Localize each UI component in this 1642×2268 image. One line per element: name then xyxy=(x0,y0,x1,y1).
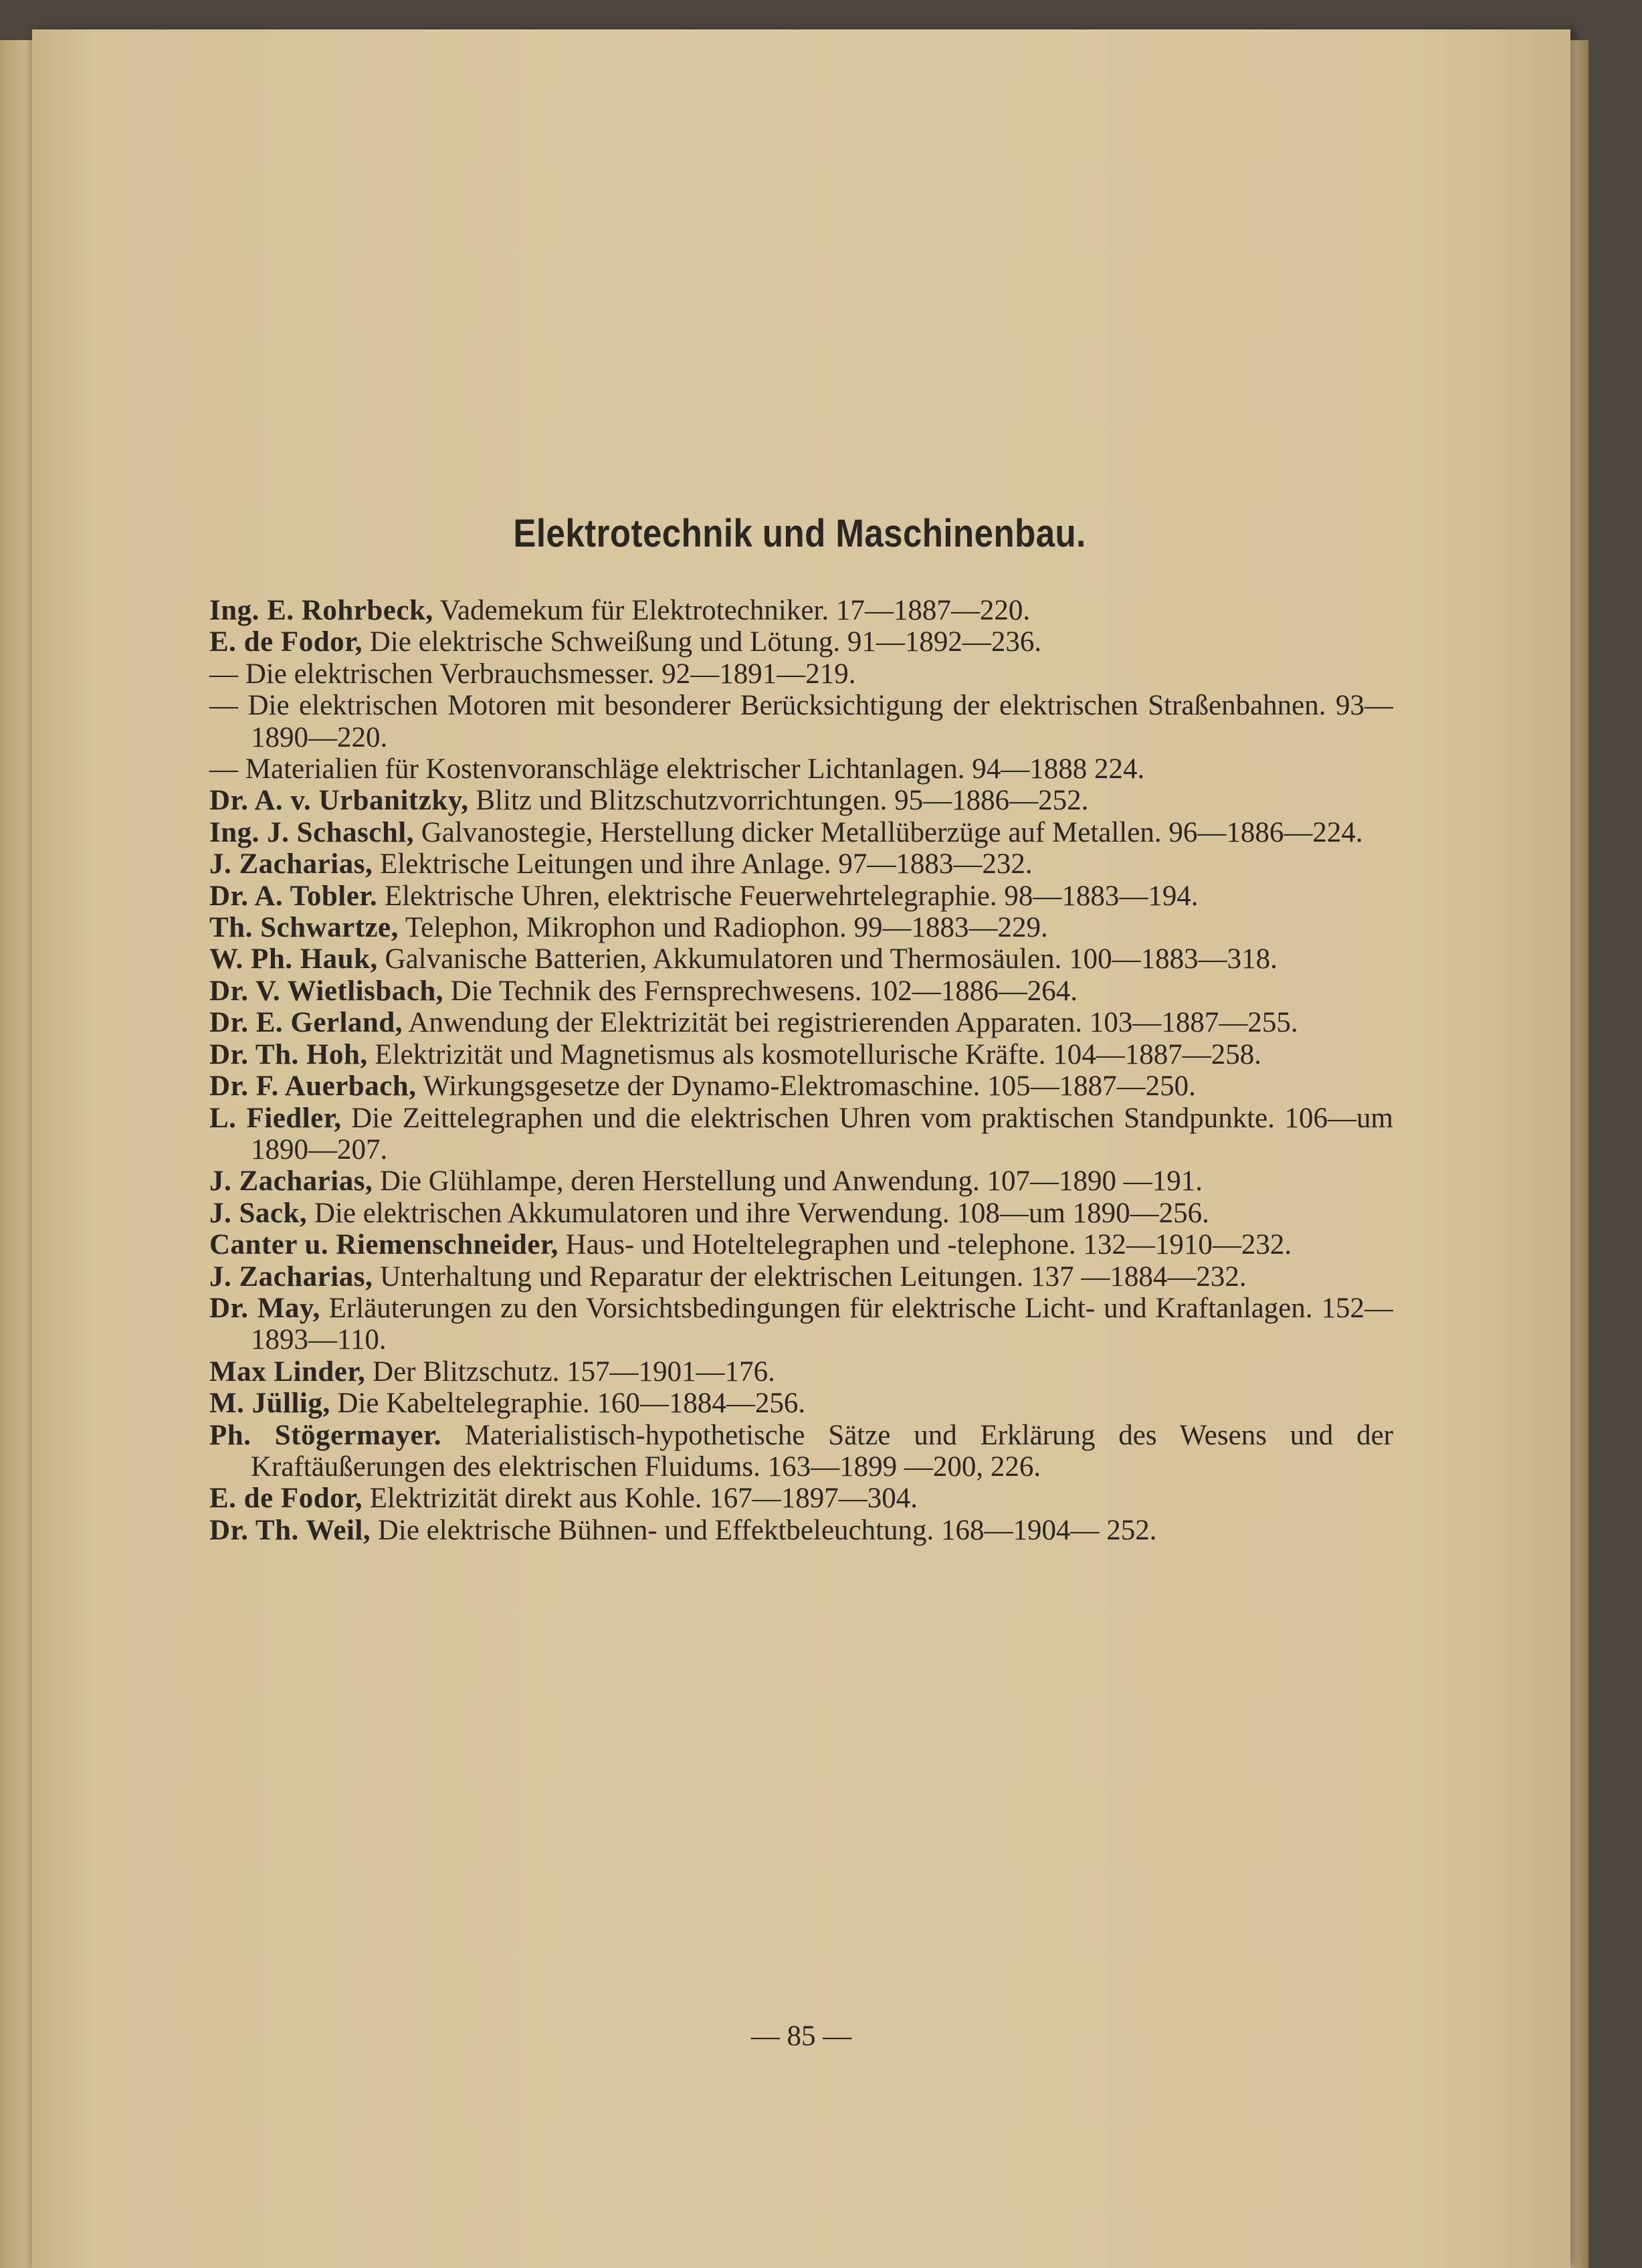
entry-title: Elektrizität direkt aus Kohle. 167—1897—304. xyxy=(369,1483,918,1515)
entry-title: Vademekum für Elektrotechniker. 17—1887—220. xyxy=(439,595,1031,626)
bibliography-list xyxy=(209,595,1393,1546)
entry-title: Die elektrische Schweißung und Lötung. 91—1892—236. xyxy=(369,626,1042,658)
bibliography-entry xyxy=(209,1198,1393,1229)
entry-title: Die Glühlampe, deren Herstellung und Anwendung. 107—1890 —191. xyxy=(379,1165,1203,1198)
entry-title: Unterhaltung und Reparatur der elektrischen Leitungen. 137 —1884—232. xyxy=(379,1260,1247,1293)
entry-title: Anwendung der Elektrizität bei registrierenden Apparaten. 103—1887—255. xyxy=(408,1007,1298,1039)
bibliography-entry xyxy=(209,912,1393,943)
bibliography-entry xyxy=(209,626,1393,658)
entry-author: J. Zacharias, xyxy=(209,1260,373,1293)
entry-author: Dr. A. Tobler. xyxy=(209,880,378,912)
bibliography-entry xyxy=(209,1261,1393,1293)
entry-title: — Die elektrischen Motoren mit besonderer Berücksichtigung der elektrischen Straßenbahnen. 93—1890—220. xyxy=(209,690,1393,753)
entry-author: E. de Fodor, xyxy=(209,626,363,658)
entry-author: J. Sack, xyxy=(209,1197,308,1229)
entry-title: Blitz und Blitzschutzvorrichtungen. 95—1886—252. xyxy=(476,785,1089,817)
entry-title: — Materialien für Kostenvoranschläge elektrischer Lichtanlagen. 94—1888 224. xyxy=(209,753,1145,785)
entry-author: J. Zacharias, xyxy=(209,1165,373,1198)
entry-author: Dr. E. Gerland, xyxy=(209,1007,403,1039)
bibliography-entry xyxy=(209,785,1393,816)
entry-title: — Die elektrischen Verbrauchsmesser. 92—1891—219. xyxy=(209,658,856,690)
entry-title: Elektrische Uhren, elektrische Feuerwehrtelegraphie. 98—1883—194. xyxy=(384,880,1199,912)
entry-author: Dr. Th. Hoh, xyxy=(209,1038,368,1070)
entry-title: Elektrische Leitungen und ihre Anlage. 97—1883—232. xyxy=(379,848,1033,880)
bibliography-entry xyxy=(209,658,1393,690)
entry-title: Die elektrischen Akkumulatoren und ihre Verwendung. 108—um 1890—256. xyxy=(314,1197,1209,1229)
bibliography-entry xyxy=(209,817,1393,848)
entry-author: E. de Fodor, xyxy=(209,1483,363,1515)
entry-author: Th. Schwartze, xyxy=(209,912,399,944)
entry-author: Ing. J. Schaschl, xyxy=(209,816,414,848)
entry-author: M. Jüllig, xyxy=(209,1388,330,1420)
bibliography-entry xyxy=(209,690,1393,753)
bibliography-entry xyxy=(209,1039,1393,1070)
bibliography-entry xyxy=(209,1483,1393,1514)
entry-author: Max Linder, xyxy=(209,1355,366,1388)
bibliography-entry xyxy=(209,848,1393,880)
entry-title: Die Zeittelegraphen und die elektrischen Uhren vom praktischen Standpunkte. 106—um 1890—207. xyxy=(251,1102,1393,1165)
bibliography-entry xyxy=(209,1103,1393,1166)
bibliography-entry xyxy=(209,1388,1393,1419)
entry-author: Dr. A. v. Urbanitzky, xyxy=(209,785,469,817)
entry-title: Galvanische Batterien, Akkumulatoren und Thermosäulen. 100—1883—318. xyxy=(385,943,1277,975)
book-page xyxy=(32,29,1570,2268)
entry-author: Dr. F. Auerbach, xyxy=(209,1070,417,1103)
entry-title: Elektrizität und Magnetismus als kosmotellurische Kräfte. 104—1887—258. xyxy=(375,1038,1261,1070)
bibliography-entry xyxy=(209,1165,1393,1197)
bibliography-entry xyxy=(209,943,1393,975)
entry-title: Die Technik des Fernsprechwesens. 102—1886—264. xyxy=(450,975,1078,1007)
bibliography-entry xyxy=(209,880,1393,912)
page-number: — 85 — xyxy=(750,2020,852,2052)
entry-author: W. Ph. Hauk, xyxy=(209,943,378,975)
bibliography-entry xyxy=(209,1229,1393,1260)
bibliography-entry xyxy=(209,1420,1393,1483)
bibliography-entry xyxy=(209,1293,1393,1356)
bibliography-entry xyxy=(209,1356,1393,1388)
entry-title: Der Blitzschutz. 157—1901—176. xyxy=(373,1355,775,1388)
entry-title: Haus- und Hoteltelegraphen und -telephone. 132—1910—232. xyxy=(565,1229,1292,1261)
entry-title: Telephon, Mikrophon und Radiophon. 99—1883—229. xyxy=(405,912,1048,944)
entry-author: Ing. E. Rohrbeck, xyxy=(209,595,433,626)
entry-author: Dr. Th. Weil, xyxy=(209,1514,371,1546)
entry-author: L. Fiedler, xyxy=(209,1102,342,1134)
entry-title: Galvanostegie, Herstellung dicker Metallüberzüge auf Metallen. 96—1886—224. xyxy=(421,816,1363,848)
bibliography-entry xyxy=(209,1007,1393,1038)
bibliography-entry xyxy=(209,1070,1393,1102)
bibliography-entry xyxy=(209,595,1393,626)
entry-author: J. Zacharias, xyxy=(209,848,373,880)
bibliography-entry xyxy=(209,753,1393,785)
entry-author: Dr. V. Wietlisbach, xyxy=(209,975,444,1007)
entry-author: Ph. Stögermayer. xyxy=(209,1419,441,1451)
bibliography-entry xyxy=(209,975,1393,1007)
bibliography-entry xyxy=(209,1515,1393,1546)
entry-title: Materialistisch-hypothetische Sätze und Erklärung des Wesens und der Kraftäußerungen des elektrischen Fluidums. 163—1899 —200, 226. xyxy=(251,1419,1393,1483)
entry-title: Die Kabeltelegraphie. 160—1884—256. xyxy=(337,1388,806,1420)
entry-title: Wirkungsgesetze der Dynamo-Elektromaschine. 105—1887—250. xyxy=(423,1070,1196,1103)
entry-title: Die elektrische Bühnen- und Effektbeleuchtung. 168—1904— 252. xyxy=(377,1514,1157,1546)
entry-title: Erläuterungen zu den Vorsichtsbedingungen für elektrische Licht- und Kraftanlagen. 152—1893—110. xyxy=(251,1292,1393,1356)
section-heading: Elektrotechnik und Maschinenbau. xyxy=(513,512,1086,555)
entry-author: Dr. May, xyxy=(209,1292,320,1324)
entry-author: Canter u. Riemenschneider, xyxy=(209,1229,558,1261)
